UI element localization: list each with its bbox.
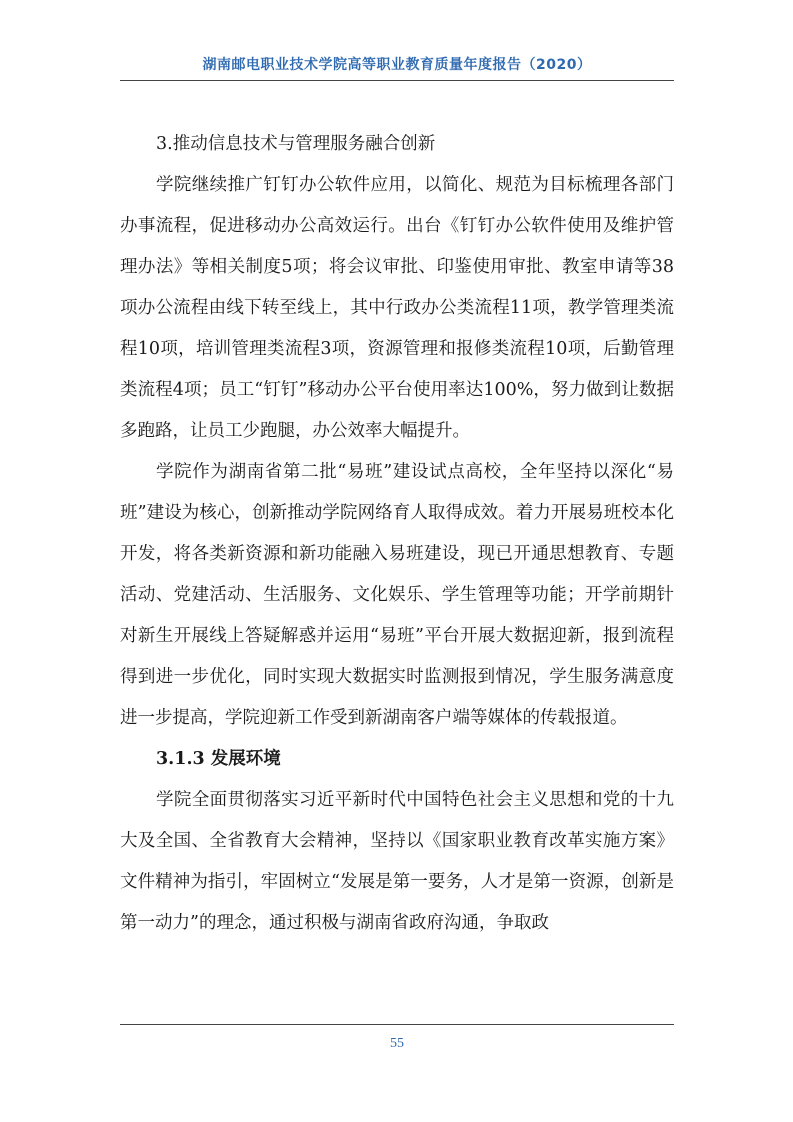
- page-number: 55: [390, 1036, 404, 1051]
- paragraph-yiban: 学院作为湖南省第二批“易班”建设试点高校，全年坚持以深化“易班”建设为核心，创新推动学院网络育人取得成效。着力开展易班校本化开发，将各类新资源和新功能融入易班建设，现已开通思想教育、专题活动、党建活动、生活服务、文化娱乐、学生管理等功能；开学前期针对新生开展线上答疑解惑并运用“易班”平台开展大数据迎新，报到流程得到进一步优化，同时实现大数据实时监测报到情况，学生服务满意度进一步提高，学院迎新工作受到新湖南客户端等媒体的传载报道。: [120, 462, 674, 728]
- subheading: 3.推动信息技术与管理服务融合创新: [156, 134, 436, 154]
- paragraph-development: 学院全面贯彻落实习近平新时代中国特色社会主义思想和党的十九大及全国、全省教育大会精神，坚持以《国家职业教育改革实施方案》文件精神为指引，牢固树立“发展是第一要务，人才是第一资源，创新是第一动力”的理念，通过积极与湖南省政府沟通，争取政: [120, 790, 674, 933]
- footer-divider: [120, 1024, 674, 1025]
- section-title: 3.1.3 发展环境: [156, 749, 281, 769]
- header-divider: [120, 80, 674, 81]
- page-content: [120, 124, 674, 944]
- paragraph-dingtalk: 学院继续推广钉钉办公软件应用，以简化、规范为目标梳理各部门办事流程，促进移动办公高效运行。出台《钉钉办公软件使用及维护管理办法》等相关制度5项；将会议审批、印鉴使用审批、教室申请等38项办公流程由线下转至线上，其中行政办公类流程11项，教学管理类流程10项，培训管理类流程3项，资源管理和报修类流程10项，后勤管理类流程4项；员工“钉钉”移动办公平台使用率达100%，努力做到让数据多跑路，让员工少跑腿，办公效率大幅提升。: [120, 175, 674, 441]
- page-header-title: 湖南邮电职业技术学院高等职业教育质量年度报告（2020）: [202, 57, 592, 73]
